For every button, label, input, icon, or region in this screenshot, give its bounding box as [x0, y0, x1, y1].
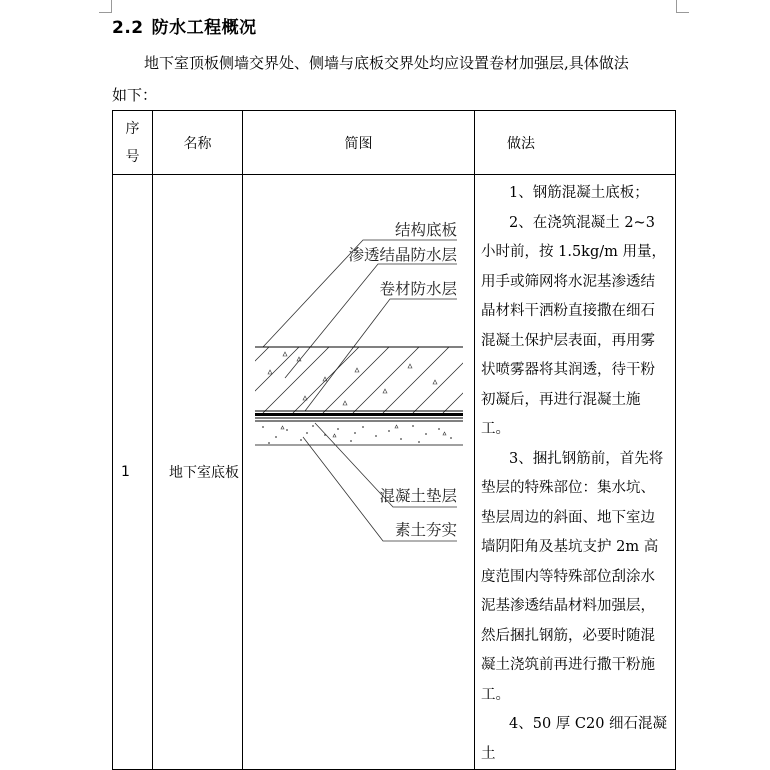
- header-no: [113, 111, 153, 175]
- table-header-row: [113, 111, 676, 175]
- floor-slab-section-diagram: [243, 175, 475, 695]
- label-crystalline-layer: 渗透结晶防水层: [348, 246, 457, 264]
- margin-corner-right: [676, 0, 689, 13]
- row-no: 1: [113, 175, 153, 770]
- slab-hatch: [243, 347, 475, 413]
- label-structural-slab: 结构底板: [394, 221, 457, 239]
- leader-lines-top: [263, 240, 457, 411]
- membrane-layers: [255, 411, 463, 421]
- intro-paragraph-line1: 地下室顶板侧墙交界处、侧墙与底板交界处均应设置卷材加强层,具体做法: [144, 54, 629, 72]
- table-row: [113, 175, 676, 770]
- row-method: [475, 175, 676, 770]
- header-figure: 简图: [243, 111, 475, 175]
- method-step-2: 2、在浇筑混凝土 2~3 小时前，按 1.5kg/m 用量，用手或筛网将水泥基渗透结晶材料干洒粉直接撒在细石混凝土保护层表面，再用雾状喷雾器将其润透，待干粉初凝后，再进行混凝土施工。: [481, 214, 666, 437]
- header-no-text: 序号: [125, 120, 140, 165]
- header-name: 名称: [153, 111, 243, 175]
- row-name: 地下室底板: [153, 175, 243, 770]
- method-step-1: 1、钢筋混凝土底板；: [509, 185, 649, 201]
- concrete-pad-dots: [262, 425, 452, 444]
- section-title: 防水工程概况: [151, 18, 257, 38]
- intro-paragraph-line2: 如下：: [112, 86, 158, 104]
- method-step-4: 4、50 厚 C20 细石混凝土: [481, 716, 668, 762]
- label-compacted-soil: 素土夯实: [394, 521, 457, 539]
- waterproofing-table: [112, 110, 676, 770]
- method-step-3: 3、捆扎钢筋前，首先将垫层的特殊部位：集水坑、垫层周边的斜面、地下室边墙阴阳角及基坑支护 2m 高度范围内等特殊部位刮涂水泥基渗透结晶材料加强层，然后捆扎钢筋，必要时随混凝土浇筑前再进行撒干粉施工。: [481, 450, 664, 703]
- label-concrete-pad: 混凝土垫层: [379, 487, 457, 505]
- slab-aggregate: [268, 352, 437, 405]
- section-heading: [112, 13, 257, 38]
- row-figure: [243, 175, 475, 770]
- section-number: 2.2: [112, 18, 144, 38]
- label-membrane-layer: 卷材防水层: [379, 280, 457, 298]
- margin-corner-left: [99, 0, 112, 13]
- header-method: 做法: [475, 111, 676, 175]
